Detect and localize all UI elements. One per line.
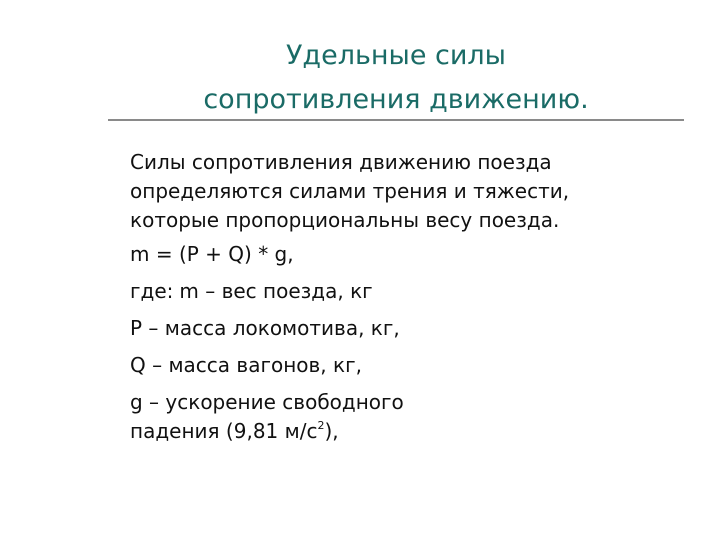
intro-line-3: которые пропорциональны весу поезда. <box>130 208 560 232</box>
definition-g <box>130 388 690 446</box>
intro-line-2: определяются силами трения и тяжести, <box>130 179 570 203</box>
slide-title-line-2: сопротивления движению. <box>203 84 589 115</box>
where-label: где: <box>130 279 174 303</box>
definition-m <box>130 277 690 306</box>
intro-line-1: Силы сопротивления движению поезда <box>130 150 552 174</box>
definition-m-text: m – вес поезда, кг <box>179 279 373 303</box>
definition-p: P – масса локомотива, кг, <box>130 316 400 340</box>
formula: m = (P + Q) * g, <box>130 242 294 266</box>
intro-paragraph <box>130 148 690 235</box>
definition-g-line-2 <box>130 417 690 446</box>
slide-title-line-1: Удельные силы <box>285 40 507 71</box>
title-divider <box>108 119 684 121</box>
definition-g-line-1: g – ускорение свободного <box>130 390 404 414</box>
slide-title <box>0 34 720 122</box>
definition-q: Q – масса вагонов, кг, <box>130 353 362 377</box>
definition-g-line-2-end: ), <box>324 419 339 443</box>
superscript-2: 2 <box>317 419 325 432</box>
slide-body <box>130 148 690 446</box>
definition-g-line-2-text: падения (9,81 м/с <box>130 419 318 443</box>
